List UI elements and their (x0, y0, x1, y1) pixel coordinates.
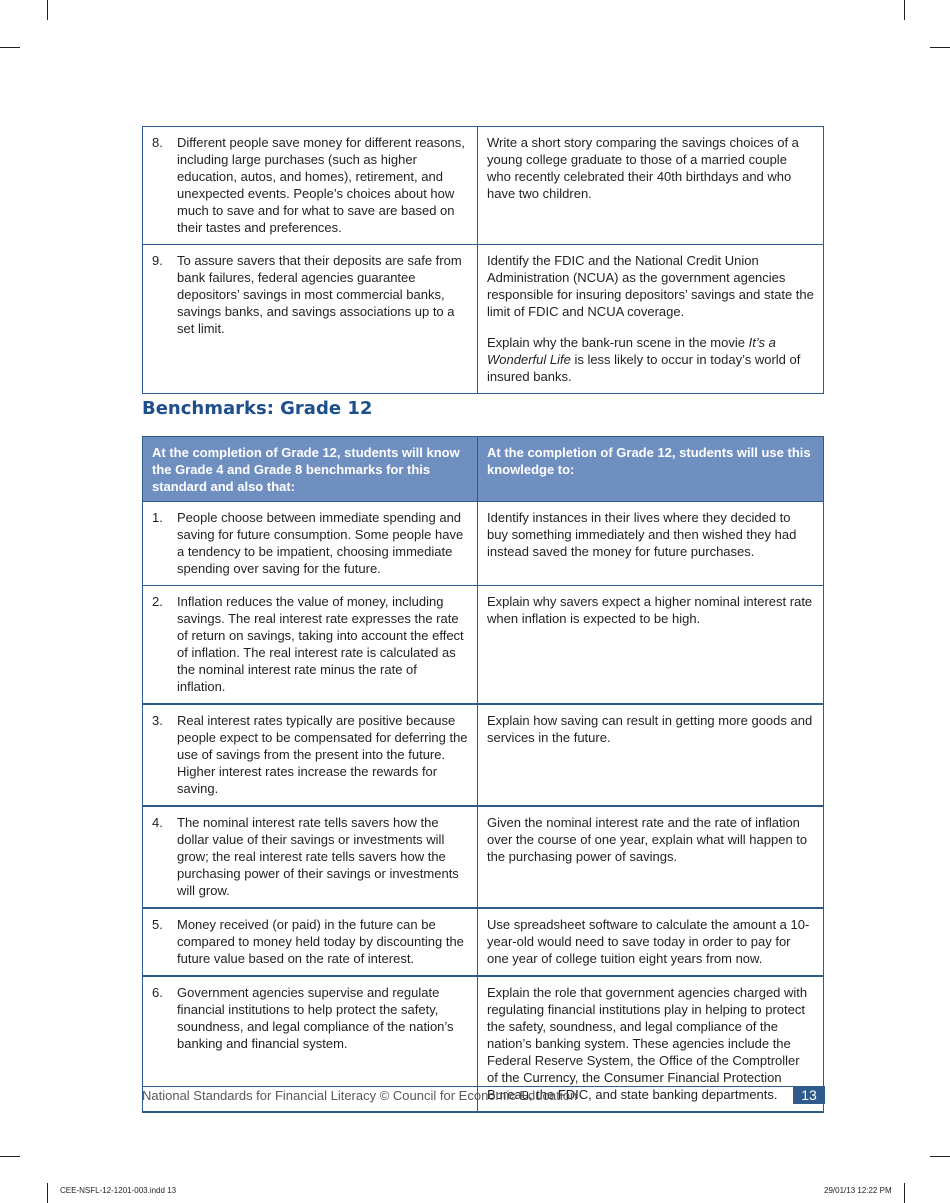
standard-cell (143, 586, 478, 705)
activity-cell (478, 704, 824, 806)
standards-table-continued (142, 126, 824, 394)
activity-text: Identify instances in their lives where they decided to buy something immediately and then wished they had instead saved the money for future purchases. (487, 510, 797, 559)
standard-text: Government agencies supervise and regulate financial institutions to help protect the safety, soundness, and legal compliance of the nation’s banking and financial system. (177, 985, 454, 1051)
activity-cell (478, 806, 824, 908)
activity-text: Identify the FDIC and the National Credit Union Administration (NCUA) as the government agencies responsible for insuring depositors’ savings and state the limit of FDIC and NCUA coverage. (487, 253, 814, 319)
footer-text: National Standards for Financial Literacy © Council for Economic Education (142, 1088, 578, 1103)
header-use: At the completion of Grade 12, students will use this knowledge to: (478, 437, 824, 502)
activity-text: Given the nominal interest rate and the rate of inflation over the course of one year, explain what will happen to the purchasing power of savings. (487, 815, 808, 864)
standard-text: Real interest rates typically are positive because people expect to be compensated for deferring the use of savings from the present into the future. Higher interest rates increase the rewards for saving. (177, 713, 468, 796)
header-know: At the completion of Grade 12, students will know the Grade 4 and Grade 8 benchmarks for this standard and also that: (143, 437, 478, 502)
item-number: 4. (152, 815, 163, 830)
standard-text: Inflation reduces the value of money, including savings. The real interest rate expresses the rate of return on savings, taking into account the effect of inflation. The real interest rate is calculated as the nominal interest rate minus the rate of inflation. (177, 594, 464, 694)
item-number: 6. (152, 985, 163, 1000)
slug-file: CEE-NSFL-12-1201-003.indd 13 (60, 1186, 177, 1195)
standard-cell (143, 908, 478, 976)
table-row (143, 127, 824, 245)
standard-cell (143, 704, 478, 806)
activity-text: Explain how saving can result in getting more goods and services in the future. (487, 713, 813, 745)
standard-text: Different people save money for different reasons, including large purchases (such as higher education, autos, and homes), retirement, and unexpected events. People’s choices about how much to save and for what to save are based on their tastes and preferences. (177, 135, 465, 235)
page-footer (142, 1086, 825, 1104)
item-number: 1. (152, 510, 163, 525)
item-number: 5. (152, 917, 163, 932)
crop-mark (930, 1156, 950, 1157)
table-row (143, 245, 824, 394)
activity-text-part: is less likely to occur in today’s world of insured banks. (487, 352, 801, 384)
standard-cell (143, 502, 478, 586)
standard-cell (143, 806, 478, 908)
standard-text: To assure savers that their deposits are safe from bank failures, federal agencies guarantee depositors’ savings in most commercial banks, savings banks, and savings associations up to a set limit. (177, 253, 462, 336)
table-row (143, 586, 824, 705)
activity-text: Use spreadsheet software to calculate the amount a 10-year-old would need to save today in order to pay for one year of college tuition eight years from now. (487, 917, 810, 966)
activity-cell (478, 245, 824, 394)
crop-mark (930, 47, 950, 48)
standard-text: Money received (or paid) in the future can be compared to money held today by discounting the future value based on the rate of interest. (177, 917, 464, 966)
page-number: 13 (793, 1087, 825, 1104)
table-row (143, 908, 824, 976)
section-heading: Benchmarks: Grade 12 (142, 398, 373, 419)
crop-mark (47, 1183, 48, 1203)
activity-text: Write a short story comparing the savings choices of a young college graduate to those of a married couple who recently celebrated their 40th birthdays and who have two children. (487, 135, 799, 201)
activity-cell (478, 908, 824, 976)
item-number: 8. (152, 135, 163, 150)
table-row (143, 704, 824, 806)
activity-text: Explain why savers expect a higher nominal interest rate when inflation is expected to be high. (487, 594, 813, 626)
standard-text: The nominal interest rate tells savers how the dollar value of their savings or investments will grow; the real interest rate tells savers how the purchasing power of their savings or investments will grow. (177, 815, 459, 898)
crop-mark (47, 0, 48, 20)
table-row (143, 806, 824, 908)
movie-title: It’s a Wonderful Life (487, 335, 776, 367)
standard-cell (143, 245, 478, 394)
standard-cell (143, 127, 478, 245)
benchmarks-table (142, 436, 824, 1113)
activity-cell (478, 127, 824, 245)
crop-mark (0, 1156, 20, 1157)
activity-cell (478, 586, 824, 705)
item-number: 3. (152, 713, 163, 728)
crop-mark (0, 47, 20, 48)
activity-text-part: Explain why the bank-run scene in the movie (487, 335, 749, 350)
standard-text: People choose between immediate spending and saving for future consumption. Some people have a tendency to be impatient, choosing immediate spending over saving for the future. (177, 510, 464, 576)
crop-mark (904, 0, 905, 20)
table-header-row (143, 437, 824, 502)
item-number: 9. (152, 253, 163, 268)
activity-text: Explain the role that government agencies charged with regulating financial institutions play in helping to protect the safety, soundness, and legal compliance of the nation’s banking system. These agencies include the Federal Reserve System, the Office of the Comptroller of the Currency, the Consumer Financial Protection Bureau, the FDIC, and state banking departments. (487, 985, 808, 1102)
activity-cell (478, 502, 824, 586)
item-number: 2. (152, 594, 163, 609)
crop-mark (904, 1183, 905, 1203)
slug-datetime: 29/01/13 12:22 PM (824, 1186, 892, 1195)
table-row (143, 502, 824, 586)
activity-text (487, 334, 814, 385)
